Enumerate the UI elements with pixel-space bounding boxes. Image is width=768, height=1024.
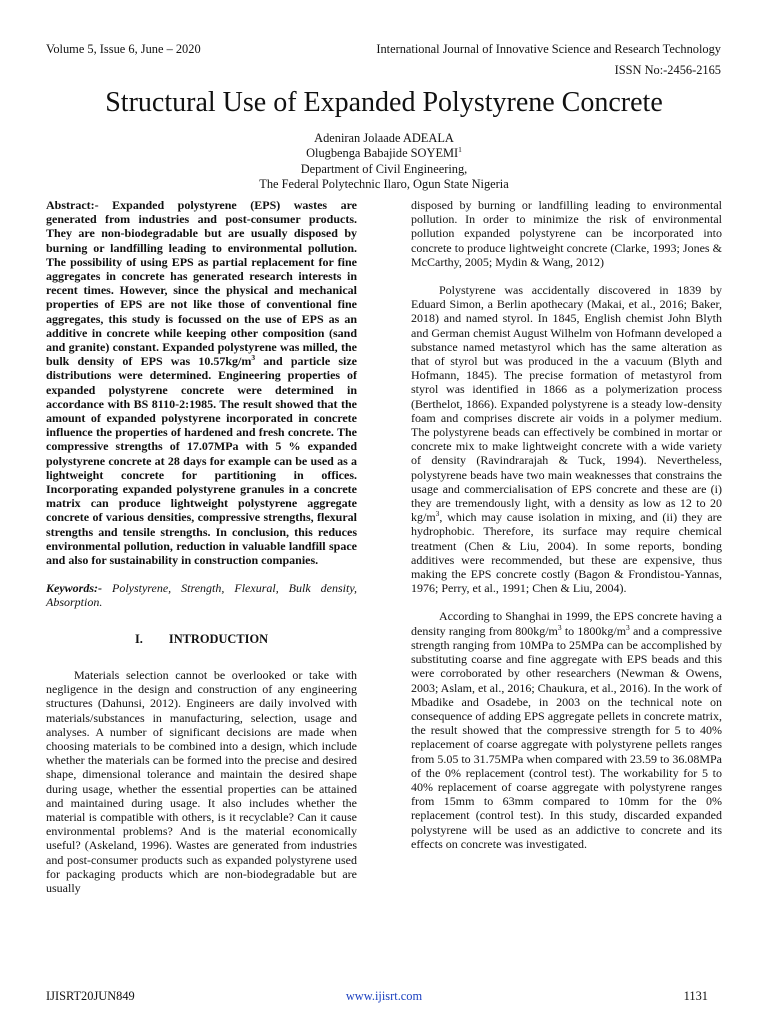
section-heading-introduction — [46, 632, 357, 646]
journal-name: International Journal of Innovative Science and Research Technology — [376, 42, 721, 56]
issn: ISSN No:-2456-2165 — [614, 63, 721, 77]
abstract-text-2: and particle size distributions were determined. Engineering properties of expanded polystyrene concrete were determined in accordance with BS 8110-2:1985. The result showed that the amount of expanded polystyrene incorporated in concrete influence the properties of hardened and fresh concrete. The compressive strengths of 17.07MPa with 5 % expanded polystyrene concrete at 28 days for example can be used as a lightweight concrete for partitioning in offices. Incorporating expanded polystyrene granules in a concrete matrix can produce lightweight polystyrene aggregate concrete of various densities, compressive strengths, flexural strengths and tensile strengths. In conclusion, this reduces environmental pollution, reduction in valuable landfill space and also for sustainability in construction companies. — [46, 354, 357, 568]
intro-paragraph-2-superscript: 3 — [435, 509, 440, 519]
abstract-superscript: 3 — [251, 353, 256, 363]
author-2 — [0, 146, 768, 161]
intro-paragraph-3 — [411, 609, 722, 850]
keywords — [46, 581, 357, 609]
intro-paragraph-3-text-2: to 1800kg/m — [561, 623, 627, 638]
volume-issue: Volume 5, Issue 6, June – 2020 — [46, 42, 201, 56]
abstract-text-1: Abstract:- Expanded polystyrene (EPS) wastes are generated from industries and post-consumer products. They are non-biodegradable but are usually disposed by burning or landfilling leading to environmental pollution. The possibility of using EPS as partial replacement for fine aggregates in concrete has generated research interests in recent times. However, since the physical and mechanical properties of EPS are not like those of conventional fine aggregates, this study is focussed on the use of EPS as an additive in concrete while keeping other composition (sand and granite) constant. Expanded polystyrene was milled, the bulk density of EPS was 10.57kg/m — [46, 198, 357, 369]
intro-paragraph-3-text-3: and a compressive strength ranging from 10MPa to 25MPa can be accomplished by substituting coarse and fine aggregate with EPS beads and this were corroborated by other researchers (Newman & Owens, 2003; Aslam, et al., 2016; Chaukura, et al., 2016). In the work of Mbadike and Osadebe, in 2003 on the technical note on consequence of adding EPS aggregate pellets in concrete matrix, the result showed that the compressive strength for 5 to 40% replacement of coarse aggregate with polystyrene pellets ranges from 5.05 to 31.75MPa when compared with 23.59 to 36.08MPa of the 0% replacement (control test). The workability for 5 to 40% replacement of coarse aggregate with polystyrene ranges from 15mm to 63mm compared to 10mm for the 0% replacement (control test). In this study, discarded expanded polystyrene will be used as an addictive to concrete and its effects on concrete was investigated. — [411, 623, 722, 851]
author-block — [0, 131, 768, 193]
journal-website-link[interactable]: www.ijisrt.com — [345, 989, 423, 1003]
intro-paragraph-3-superscript-2: 3 — [626, 622, 630, 632]
intro-paragraph-3-superscript-1: 3 — [557, 622, 562, 632]
author-1: Adeniran Jolaade ADEALA — [314, 131, 454, 145]
author-2-affiliation-mark: 1 — [458, 145, 462, 155]
intro-paragraph-2 — [411, 283, 722, 595]
department: Department of Civil Engineering, — [300, 161, 468, 176]
intro-paragraph-2-text-2: , which may cause isolation in mixing, and (ii) they are hydrophobic. Therefore, its surface may require chemical treatment (Chen & Liu, 2004). In some reports, bonding additives were recommended, but these are expensive, thus making the EPS concrete costly (Bagon & Frondistou-Yannas, 1976; Perry, et al., 1991; Chen & Liu, 2004). — [411, 510, 722, 596]
abstract — [46, 198, 357, 567]
intro-paragraph-3-text-1: According to Shanghai in 1999, the EPS concrete having a density ranging from 800kg/m — [411, 609, 722, 638]
left-column — [46, 198, 357, 895]
intro-paragraph-2-text-1: Polystyrene was accidentally discovered in 1839 by Eduard Simon, a Berlin apothecary (Makai, et al., 2016; Baker, 2018) and named styrol. In 1845, English chemist John Blyth and German chemist August Wilhelm von Hofmann developed a substance named metastyrol which has the same alteration as that of styrol but was produced in the a vacuum (Blyth and Hofmann, 1845). The precise formation of metastyrol from styrol was identified in 1866 as a polymerization process (Berthelot, 1866). Expanded polystyrene is a steady low-density foam and comprises discrete air voids in a polymer medium. The polystyrene beads can effectively be combined in mortar or concrete mix to make lightweight concrete with a wide variety of density (Ravindrarajah & Tuck, 1994). Nevertheless, polystyrene beads have two main weaknesses that constrains the usage and commercialisation of EPS concrete and these are (i) they are tremendously light, with a density as low as 12 to 20 kg/m — [411, 283, 722, 525]
intro-paragraph-1-continued: disposed by burning or landfilling leading to environmental pollution. In order to minimize the risk of environmental pollution expanded polystyrene can be incorporated into concrete to produce lightweight concrete (Clarke, 1993; Jones & McCarthy, 2005; Mydin & Wang, 2012) — [411, 198, 722, 269]
keywords-label: Keywords:- — [46, 581, 102, 596]
author-2-name: Olugbenga Babajide SOYEMI — [306, 146, 459, 161]
keywords-text: Polystyrene, Strength, Flexural, Bulk density, Absorption. — [46, 581, 357, 610]
intro-paragraph-1: Materials selection cannot be overlooked or take with negligence in the design and construction of any engineering structures (Dahunsi, 2012). Engineers are daily involved with materials/substances in manufacturing, selection, usage and analyses. A number of significant decisions are made when choosing materials to be combined into a design, which include whether the materials can be formed into the precise and desired shape, dimensional tolerance and maintain the desired shape during usage, whether the essential properties can be attained and maintained during usage. It also includes whether the material is compatible with others, is it recyclable? Can it cause environmental problems? And is the material economically useful? (Askeland, 1996). Wastes are generated from industries and post-consumer products such as expanded polystyrene used for packaging products which are non-biodegradable but are usually — [46, 667, 357, 895]
paper-title: Structural Use of Expanded Polystyrene Concrete — [105, 87, 663, 118]
section-title: INTRODUCTION — [168, 631, 269, 646]
institution: The Federal Polytechnic Ilaro, Ogun State Nigeria — [259, 177, 509, 192]
page-number: 1131 — [683, 989, 708, 1003]
right-column — [411, 198, 722, 851]
section-number: I. — [134, 631, 143, 646]
paper-code: IJISRT20JUN849 — [46, 989, 135, 1003]
